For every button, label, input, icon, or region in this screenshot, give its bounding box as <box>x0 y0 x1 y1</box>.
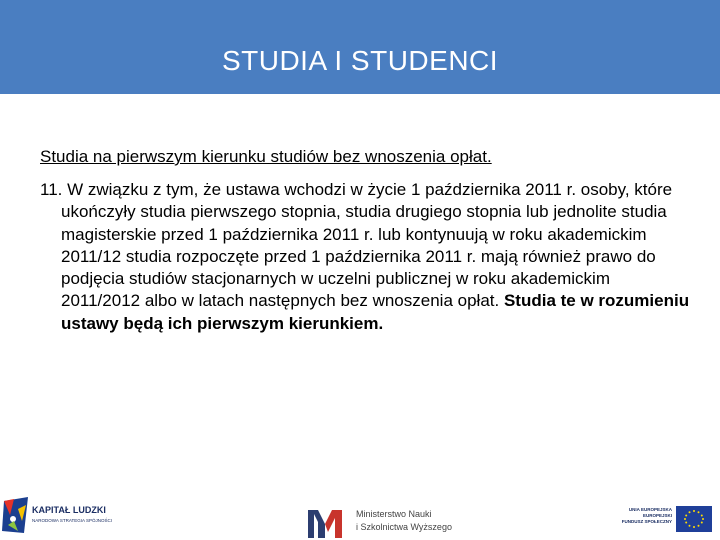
kapital-ludzki-title: KAPITAŁ LUDZKI <box>32 505 106 515</box>
item-number: 11. <box>40 180 63 199</box>
eu-flag-icon <box>676 506 712 532</box>
page-title: STUDIA I STUDENCI <box>221 45 499 76</box>
item-bold-text: Studia te w rozumieniu ustawy będą ich pierwszym kierunkiem. <box>61 291 690 333</box>
subtitle: Studia na pierwszym kierunku studiów bez wnoszenia opłat. <box>40 147 492 166</box>
eu-line-3: FUNDUSZ SPOŁECZNY <box>621 519 672 524</box>
kapital-ludzki-subtitle: NARODOWA STRATEGIA SPÓJNOŚCI <box>32 518 113 523</box>
ministry-line-2: i Szkolnictwa Wyższego <box>356 522 452 532</box>
kapital-ludzki-emblem-icon <box>2 495 30 535</box>
eu-line-2: EUROPEJSKI <box>642 513 672 518</box>
kapital-ludzki-logo <box>2 495 132 535</box>
slide-content <box>40 146 690 335</box>
ministry-line-1: Ministerstwo Nauki <box>356 509 432 519</box>
list-item <box>40 179 690 335</box>
eu-logo <box>612 504 720 540</box>
ministry-logo <box>308 504 458 540</box>
item-text: W związku z tym, że ustawa wchodzi w życie 1 października 2011 r. osoby, które ukończyły studia pierwszego stopnia, studia drugiego stopnia lub jednolite studia magisterskie przed 1 października 2011 r. lub kontynuują w roku akademickim 2011/12 studia rozpoczęte przed 1 października 2011 r. mają również prawo do podjęcia studiów stacjonarnych w uczelni publicznej w roku akademickim 2011/2012 albo w latach następnych bez wnoszenia opłat. <box>61 180 673 311</box>
eu-line-1: UNIA EUROPEJSKA <box>628 507 672 512</box>
ministry-emblem-icon <box>308 508 342 538</box>
title-bar <box>0 0 720 94</box>
footer-logos <box>0 490 720 540</box>
